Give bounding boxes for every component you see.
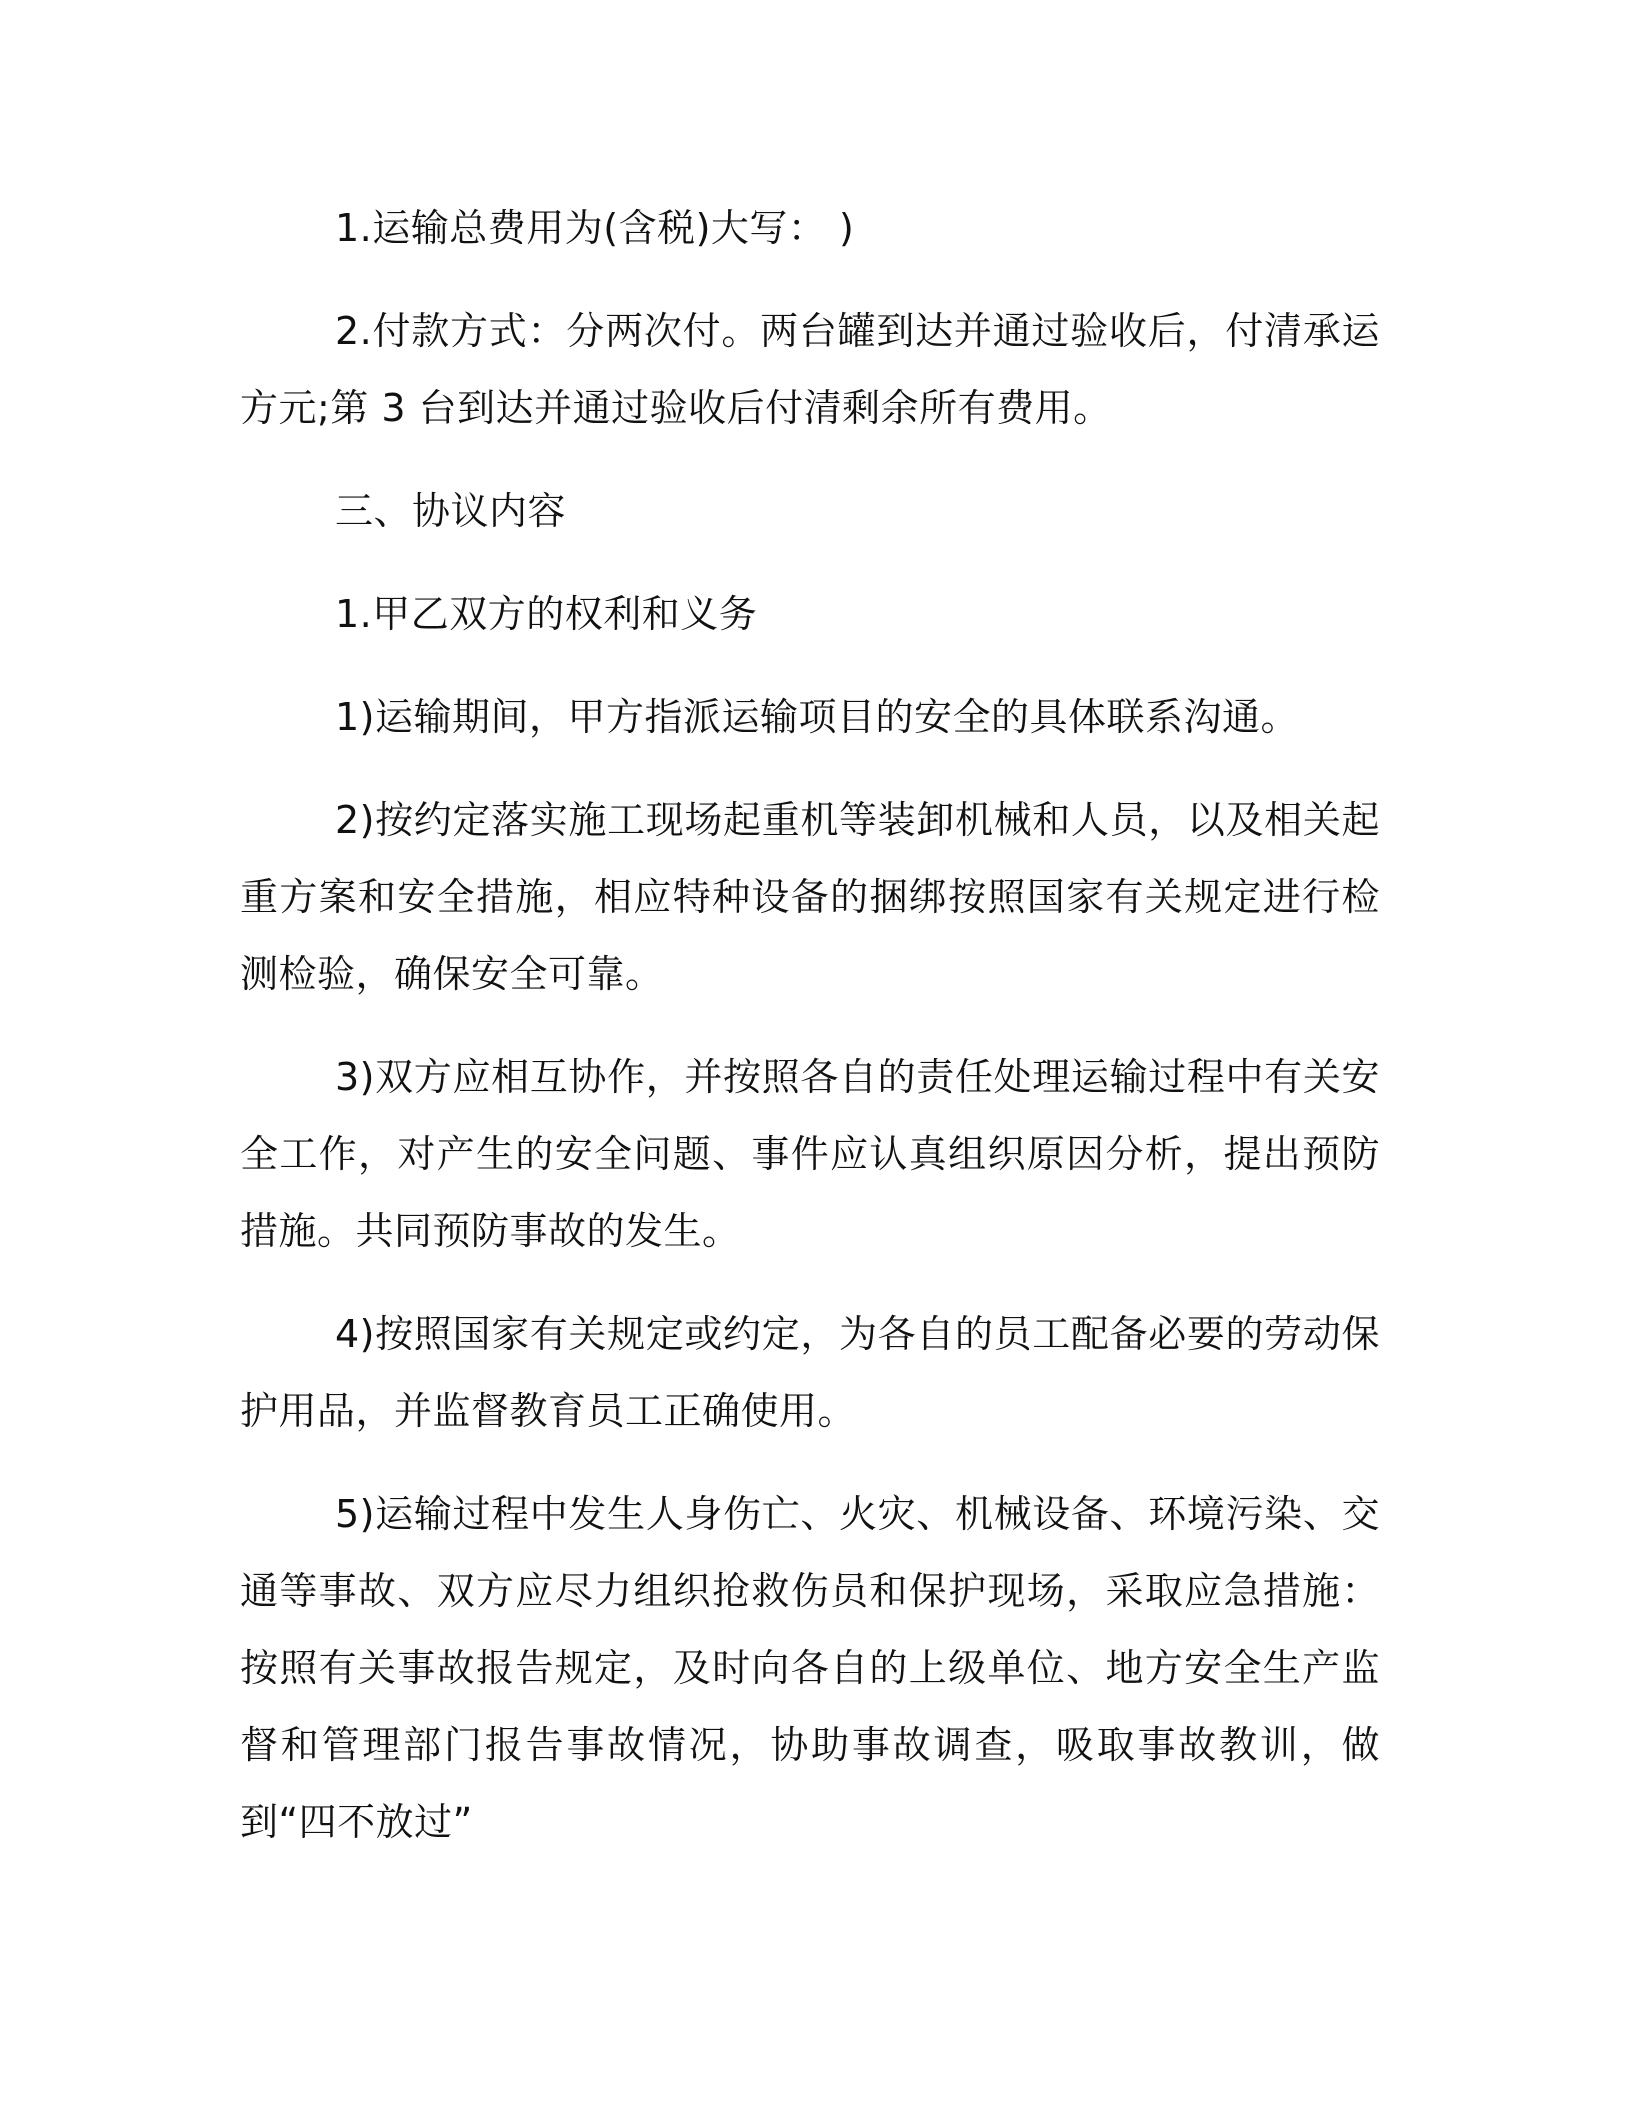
paragraph-item-3: 3)双方应相互协作，并按照各自的责任处理运输过程中有关安全工作，对产生的安全问题、事件应认真组织原因分析，提出预防措施。共同预防事故的发生。 xyxy=(240,1055,1380,1253)
section-heading-agreement-content: 三、协议内容 xyxy=(335,489,567,533)
paragraph-item-4: 4)按照国家有关规定或约定，为各自的员工配备必要的劳动保护用品，并监督教育员工正确使用。 xyxy=(240,1312,1380,1433)
document-page xyxy=(240,190,1380,1861)
paragraph-payment-method: 2.付款方式：分两次付。两台罐到达并通过验收后，付清承运方元;第 3 台到达并通过验收后付清剩余所有费用。 xyxy=(240,309,1380,430)
paragraph-total-fee: 1.运输总费用为(含税)大写： ) xyxy=(335,206,855,250)
paragraph-item-1: 1)运输期间，甲方指派运输项目的安全的具体联系沟通。 xyxy=(335,695,1300,739)
paragraph-item-5: 5)运输过程中发生人身伤亡、火灾、机械设备、环境污染、交通等事故、双方应尽力组织抢救伤员和保护现场，采取应急措施：按照有关事故报告规定，及时向各自的上级单位、地方安全生产监督和管理部门报告事故情况，协助事故调查，吸取事故教训，做到“四不放过” xyxy=(240,1492,1380,1844)
paragraph-item-2: 2)按约定落实施工现场起重机等装卸机械和人员，以及相关起重方案和安全措施，相应特种设备的捆绑按照国家有关规定进行检测检验，确保安全可靠。 xyxy=(240,798,1380,996)
subheading-rights-obligations: 1.甲乙双方的权利和义务 xyxy=(335,592,758,636)
